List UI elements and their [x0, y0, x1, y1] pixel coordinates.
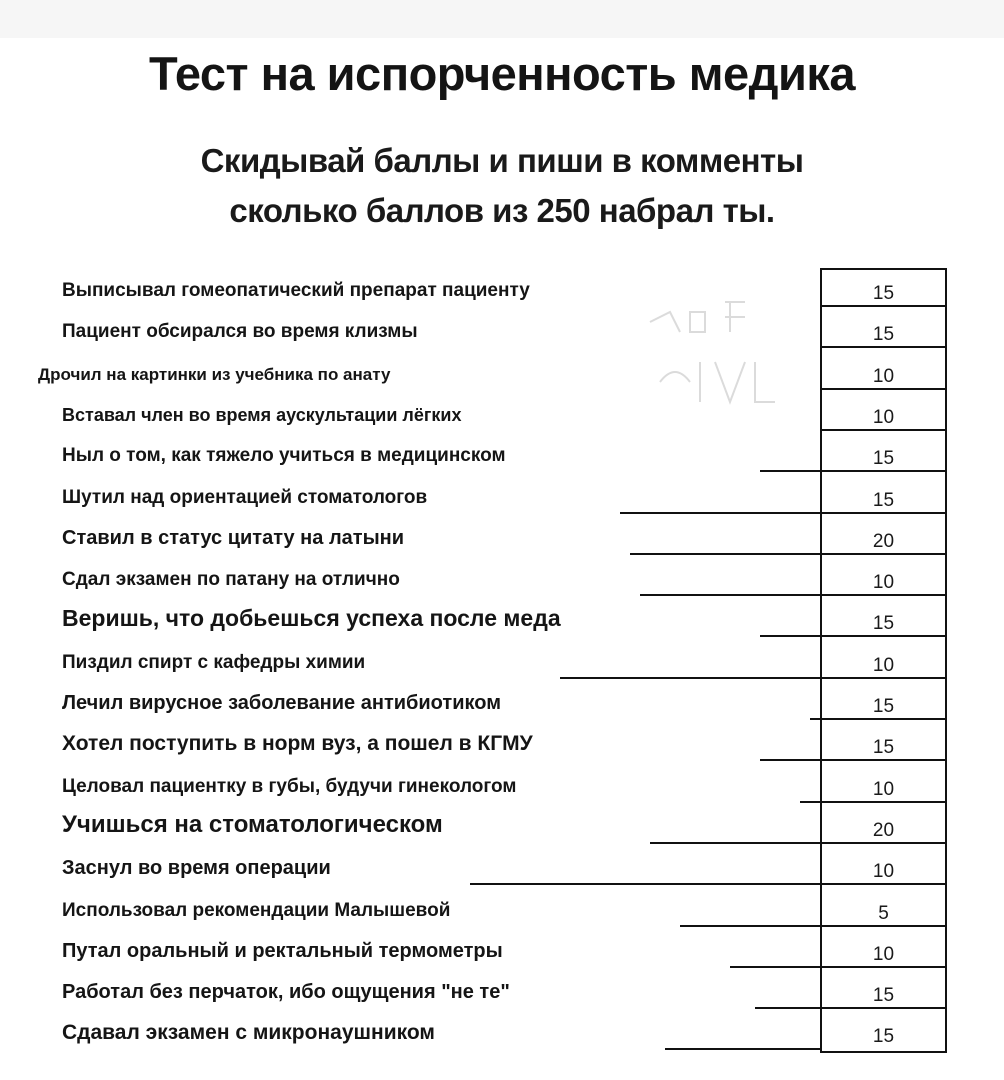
item-score: 15 — [872, 737, 895, 759]
answer-line — [560, 677, 822, 679]
item-score: 15 — [872, 283, 895, 304]
answer-line — [630, 553, 822, 555]
item-text: Путал оральный и ректальный термометры — [62, 939, 503, 962]
item-text: Учишься на стоматологическом — [62, 810, 443, 838]
score-separator — [820, 512, 947, 514]
score-separator — [820, 594, 947, 596]
table-row — [0, 351, 1004, 390]
answer-line — [730, 966, 822, 968]
table-row — [0, 309, 1004, 348]
score-separator — [820, 718, 947, 720]
item-score: 15 — [872, 1026, 895, 1048]
score-separator — [820, 429, 947, 431]
table-row — [0, 929, 1004, 968]
answer-line — [640, 594, 822, 596]
item-score: 10 — [872, 572, 895, 594]
score-separator — [820, 842, 947, 844]
item-score: 10 — [872, 861, 895, 883]
table-row — [0, 516, 1004, 555]
item-score: 15 — [872, 448, 895, 470]
table-row — [0, 846, 1004, 885]
answer-line — [760, 759, 822, 761]
score-separator — [820, 635, 947, 637]
answer-line — [760, 470, 822, 472]
table-row — [0, 640, 1004, 679]
table-row — [0, 268, 1004, 307]
table-row — [0, 970, 1004, 1009]
answer-line — [470, 883, 822, 885]
table-row — [0, 764, 1004, 803]
item-score: 10 — [872, 943, 895, 965]
item-text: Пиздил спирт с кафедры химии — [62, 651, 366, 673]
answer-line — [800, 801, 822, 803]
item-text: Вставал член во время аускультации лёгких — [62, 404, 462, 425]
score-separator — [820, 346, 947, 348]
item-score: 20 — [872, 530, 895, 552]
item-text: Заснул во время операции — [62, 857, 331, 880]
score-separator — [820, 677, 947, 679]
item-score: 10 — [872, 406, 895, 428]
watermark-stamp — [630, 262, 800, 432]
item-text: Выписывал гомеопатический препарат пациенту — [62, 280, 530, 301]
item-score: 15 — [872, 324, 895, 346]
item-score: 5 — [878, 902, 889, 924]
table-row — [0, 722, 1004, 761]
item-text: Ныл о том, как тяжело учиться в медицинском — [62, 445, 506, 467]
score-separator — [820, 883, 947, 885]
table-row — [0, 681, 1004, 720]
table-row — [0, 433, 1004, 472]
score-separator — [820, 470, 947, 472]
page-title: Тест на испорченность медика — [148, 47, 856, 100]
item-score: 15 — [872, 489, 895, 511]
item-score: 10 — [872, 365, 895, 387]
item-score: 15 — [872, 696, 895, 717]
answer-line — [680, 925, 822, 927]
subtitle-line-1: Скидывай баллы и пиши в комменты — [200, 142, 804, 179]
table-row — [0, 888, 1004, 927]
item-text: Ставил в статус цитату на латыни — [62, 526, 405, 549]
score-separator — [820, 388, 947, 390]
item-score: 15 — [872, 613, 895, 635]
item-text: Лечил вирусное заболевание антибиотиком — [62, 692, 501, 714]
item-text: Пациент обсирался во время клизмы — [62, 321, 418, 343]
answer-line — [650, 842, 822, 844]
item-text: Работал без перчаток, ибо ощущения "не те" — [62, 981, 510, 1004]
item-text: Сдавал экзамен с микронаушником — [62, 1021, 435, 1045]
score-separator — [820, 925, 947, 927]
subtitle-line-2: сколько баллов из 250 набрал ты. — [229, 192, 775, 229]
item-text: Использовал рекомендации Малышевой — [62, 899, 451, 921]
item-text: Шутил над ориентацией стоматологов — [62, 486, 428, 508]
item-text: Веришь, что добьешься успеха после меда — [62, 605, 561, 632]
table-row — [0, 557, 1004, 596]
item-text: Целовал пациентку в губы, будучи гинекологом — [62, 775, 517, 797]
score-separator — [820, 553, 947, 555]
answer-line — [665, 1048, 822, 1050]
answer-line — [760, 635, 822, 637]
answer-line — [755, 1007, 822, 1009]
score-separator — [820, 1007, 947, 1009]
item-score: 10 — [872, 778, 895, 800]
top-bar — [0, 0, 1004, 38]
table-row — [0, 598, 1004, 637]
item-text: Дрочил на картинки из учебника по анату — [38, 364, 391, 384]
table-row — [0, 392, 1004, 431]
score-separator — [820, 966, 947, 968]
item-score: 15 — [872, 985, 895, 1007]
item-text: Хотел поступить в норм вуз, а пошел в КГМУ — [62, 732, 533, 756]
table-row — [0, 1011, 1004, 1050]
item-score: 10 — [872, 654, 895, 676]
score-separator — [820, 801, 947, 803]
item-score: 20 — [872, 819, 895, 841]
table-row — [0, 805, 1004, 844]
item-text: Сдал экзамен по патану на отлично — [62, 569, 400, 591]
table-row — [0, 475, 1004, 514]
score-table — [0, 268, 1004, 1068]
score-separator — [820, 759, 947, 761]
score-separator — [820, 305, 947, 307]
answer-line — [620, 512, 822, 514]
